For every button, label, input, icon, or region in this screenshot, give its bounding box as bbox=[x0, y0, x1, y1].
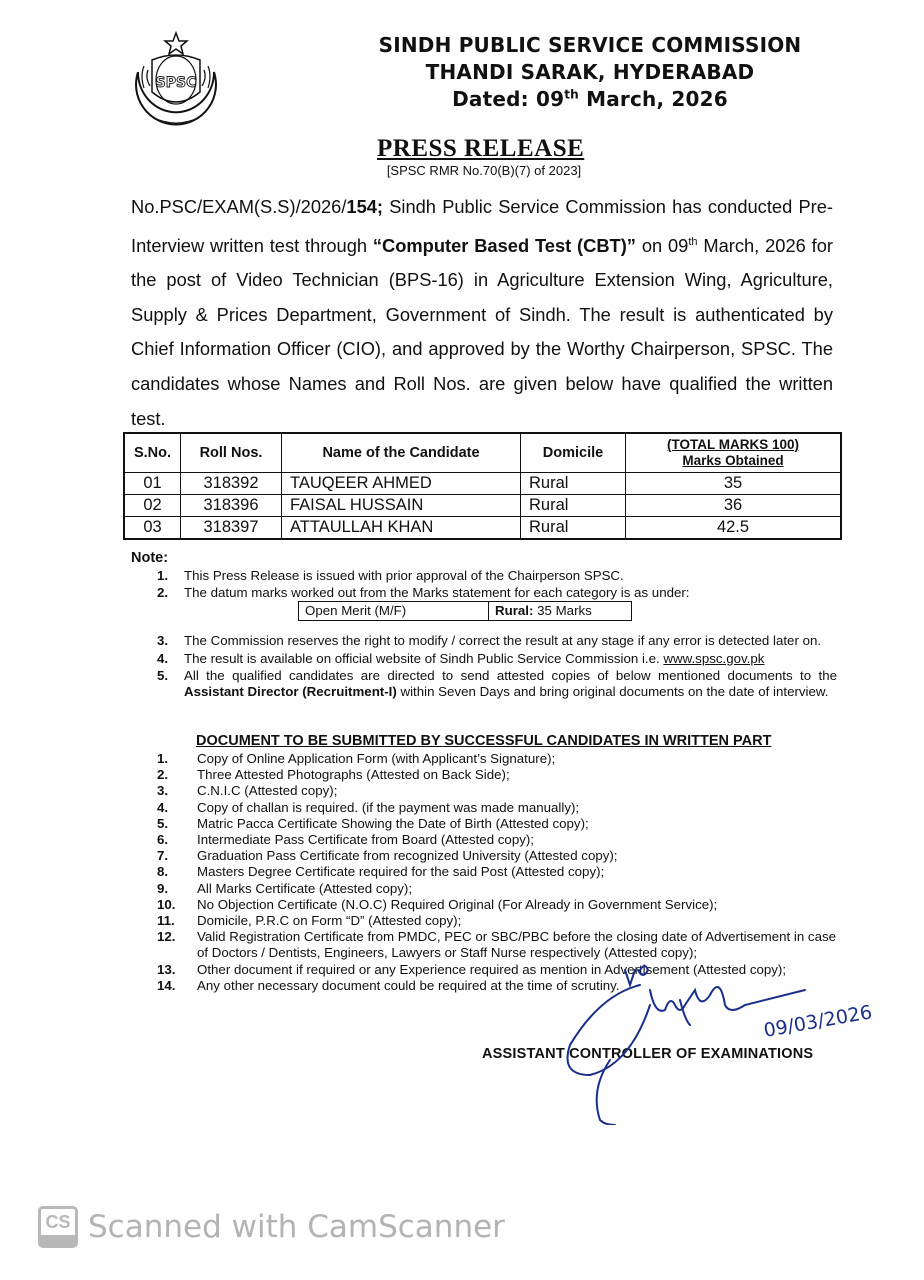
document-item: 14. Any other necessary document could be required at the time of scrutiny. bbox=[157, 977, 620, 993]
document-item: 7. Graduation Pass Certificate from recognized University (Attested copy); bbox=[157, 848, 618, 864]
results-table bbox=[123, 432, 842, 540]
camscanner-icon: CS bbox=[38, 1206, 78, 1248]
note-label: Note: bbox=[131, 550, 169, 566]
document-item: 9. All Marks Certificate (Attested copy); bbox=[157, 880, 413, 896]
handwritten-signature bbox=[560, 965, 890, 1125]
col-name: Name of the Candidate bbox=[282, 433, 521, 473]
document-item: 11. Domicile, P.R.C on Form “D” (Attested copy); bbox=[157, 913, 462, 929]
document-item: 12. Valid Registration Certificate from PMDC, PEC or SBC/PBC before the closing date of Advertisement in case of Doctors / Dentists, Engineers, Lawyers or Staff Nurse respectively (Attested copy); bbox=[157, 929, 837, 961]
datum-open-merit: Open Merit (M/F) bbox=[299, 602, 489, 620]
dated: Dated: 09th March, 2026 bbox=[452, 87, 728, 111]
camscanner-watermark bbox=[38, 1206, 505, 1248]
col-roll: Roll Nos. bbox=[181, 433, 282, 473]
document-item: 13. Other document if required or any Experience required as mention in Advertisement (Attested copy); bbox=[157, 961, 787, 977]
body-paragraph: No.PSC/EXAM(S.S)/2026/154; Sindh Public Service Commission has conducted Pre-Interview written test through “Computer Based Test (CBT)” on 09th March, 2026 for the post of Video Technician (BPS-16) in Agriculture Extension Wing, Agriculture, Supply & Prices Department, Government of Sindh. The result is authenticated by Chief Information Officer (CIO), and approved by the Worthy Chairperson, SPSC. The candidates whose Names and Roll Nos. are given below have qualified the written test. bbox=[131, 196, 833, 429]
col-domicile: Domicile bbox=[521, 433, 626, 473]
table-row: 02 318396 FAISAL HUSSAIN Rural 36 bbox=[124, 495, 841, 517]
document-item: 8. Masters Degree Certificate required for the said Post (Attested copy); bbox=[157, 864, 605, 880]
table-row: 03 318397 ATTAULLAH KHAN Rural 42.5 bbox=[124, 517, 841, 540]
document-item: 2. Three Attested Photographs (Attested on Back Side); bbox=[157, 767, 510, 783]
note-item: 3. The Commission reserves the right to modify / correct the result at any stage if any error is detected later on. bbox=[157, 633, 822, 649]
signatory-title: ASSISTANT CONTROLLER OF EXAMINATIONS bbox=[482, 1046, 814, 1062]
document-item: 3. C.N.I.C (Attested copy); bbox=[157, 783, 338, 799]
col-marks: (TOTAL MARKS 100) Marks Obtained bbox=[626, 433, 842, 473]
document-item: 1. Copy of Online Application Form (with Applicant’s Signature); bbox=[157, 751, 556, 766]
website-link[interactable]: www.spsc.gov.pk bbox=[663, 650, 765, 666]
note-item: 1. This Press Release is issued with prior approval of the Chairperson SPSC. bbox=[157, 568, 624, 583]
camscanner-text: Scanned with CamScanner bbox=[88, 1209, 505, 1245]
org-name: SINDH PUBLIC SERVICE COMMISSION bbox=[378, 33, 802, 57]
col-sno: S.No. bbox=[124, 433, 181, 473]
documents-heading: DOCUMENT TO BE SUBMITTED BY SUCCESSFUL CANDIDATES IN WRITTEN PART bbox=[196, 733, 772, 749]
note-item: 5. All the qualified candidates are directed to send attested copies of below mentioned documents to the Assistant Director (Recruitment-I) within Seven Days and bring original documents on the date of interview. bbox=[157, 667, 837, 700]
svg-text:09/03/2026: 09/03/2026 bbox=[762, 1001, 874, 1042]
svg-text:SPSC: SPSC bbox=[155, 75, 197, 91]
document-item: 10. No Objection Certificate (N.O.C) Required Original (For Already in Government Service); bbox=[157, 896, 718, 912]
table-row: 01 318392 TAUQEER AHMED Rural 35 bbox=[124, 473, 841, 495]
rule-reference: [SPSC RMR No.70(B)(7) of 2023] bbox=[386, 163, 582, 178]
org-address: THANDI SARAK, HYDERABAD bbox=[425, 60, 755, 84]
table-header-row bbox=[124, 433, 841, 473]
datum-marks-table bbox=[298, 601, 632, 621]
note-item: 2. The datum marks worked out from the Marks statement for each category is as under: bbox=[157, 585, 690, 601]
press-release-title: PRESS RELEASE bbox=[377, 135, 585, 162]
note-item: 4. The result is available on official website of Sindh Public Service Commission i.e. www.spsc.gov.pk bbox=[157, 650, 765, 666]
document-item: 6. Intermediate Pass Certificate from Board (Attested copy); bbox=[157, 832, 534, 848]
datum-rural: Rural: 35 Marks bbox=[495, 603, 592, 618]
document-item: 4. Copy of challan is required. (if the payment was made manually); bbox=[157, 799, 580, 815]
documents-list bbox=[157, 751, 841, 994]
document-item: 5. Matric Pacca Certificate Showing the Date of Birth (Attested copy); bbox=[157, 815, 589, 831]
spsc-logo-emblem bbox=[124, 30, 228, 134]
notes-list bbox=[157, 568, 837, 701]
